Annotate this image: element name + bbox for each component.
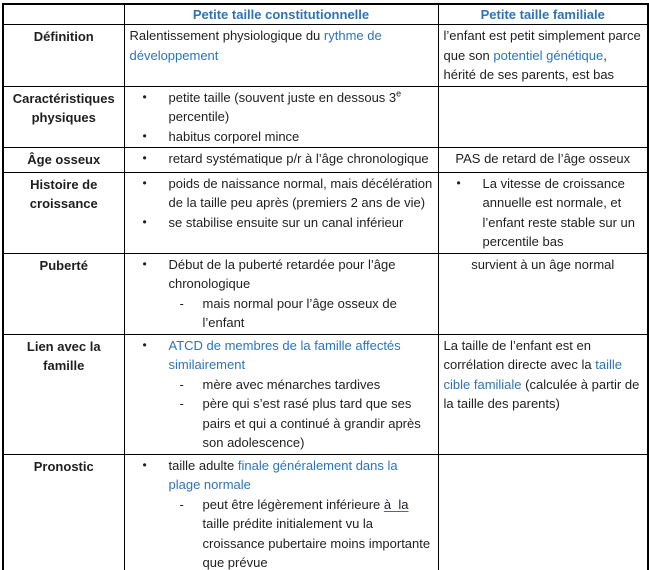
paragraph (444, 336, 643, 414)
dash-marker: - (179, 376, 184, 392)
text-segment: PAS de retard de l’âge osseux (455, 151, 631, 166)
text-segment: mais normal pour l’âge osseux de l’enfant (202, 295, 397, 330)
table-row (3, 86, 648, 148)
text-segment: peut être légèrement inférieure (202, 496, 384, 512)
constitutionnelle-cell (124, 25, 438, 87)
bullet-marker: • (456, 175, 461, 190)
list-item-text (169, 255, 433, 294)
text-segment: taille cible familiale (443, 357, 622, 392)
table-row (3, 253, 648, 334)
list-item-text (203, 294, 433, 333)
row-label-cell: Âge osseux (3, 148, 124, 173)
text-segment: habitus corporel mince (168, 128, 300, 144)
text-segment: mère avec ménarches tardives (202, 376, 381, 392)
list-item (444, 174, 643, 252)
text-segment: l’enfant est petit simplement parce que son (443, 28, 641, 63)
row-label-cell: Histoire de croissance (3, 172, 124, 253)
paragraph (444, 149, 643, 169)
bullet-marker: • (142, 128, 147, 143)
list-item (130, 149, 433, 169)
paragraph (444, 255, 643, 275)
familiale-cell (438, 253, 648, 334)
table-head (3, 4, 648, 25)
list-item-text (169, 213, 433, 233)
familiale-cell (438, 454, 648, 570)
header-empty-cell (3, 4, 124, 25)
familiale-cell (438, 148, 648, 173)
dash-marker: - (179, 295, 184, 311)
text-segment: père qui s’est rasé plus tard que ses pairs et qui a continué à grandir après son adolescence) (202, 396, 421, 450)
table-row (3, 454, 648, 570)
text-segment: ATCD de membres de la famille affectés similairement (168, 337, 401, 372)
list-item (130, 255, 433, 294)
list-item (130, 456, 433, 495)
familiale-cell (438, 172, 648, 253)
text-segment: potentiel génétique (493, 47, 604, 63)
table-row (3, 25, 648, 87)
constitutionnelle-cell (124, 86, 438, 148)
list-item-text (169, 456, 433, 495)
header-row (3, 4, 648, 25)
row-label-cell: Caractéristiques physiques (3, 86, 124, 148)
constitutionnelle-cell (124, 253, 438, 334)
bullet-marker: • (142, 175, 147, 190)
bullet-marker: • (142, 337, 147, 352)
text-segment: La taille de l’enfant est en corrélation directe avec la (443, 337, 596, 372)
list-item (130, 213, 433, 233)
text-segment: e (396, 88, 402, 99)
text-segment: se stabilise ensuite sur un canal inférieur (168, 214, 404, 230)
list-item-text (169, 336, 433, 375)
text-segment: petite taille (souvent juste en dessous 3 (168, 89, 397, 105)
header-constitutionnelle: Petite taille constitutionnelle (124, 4, 438, 25)
row-label-cell: Pronostic (3, 454, 124, 570)
list-item-text (169, 127, 433, 147)
bullet-marker: • (142, 256, 147, 271)
list-item-text (169, 88, 433, 127)
table-body (3, 25, 648, 570)
list-item (130, 375, 433, 395)
list-item-text (203, 495, 433, 570)
list-item-text (169, 174, 433, 213)
header-familiale: Petite taille familiale (438, 4, 648, 25)
text-segment: taille prédite initialement vu la croissance pubertaire moins importante que prévue (202, 516, 431, 570)
list-item-text (483, 174, 643, 252)
text-segment: percentile) (168, 109, 230, 124)
constitutionnelle-cell (124, 148, 438, 173)
list-item (130, 88, 433, 127)
table-row (3, 334, 648, 454)
text-segment: finale généralement dans la plage normale (168, 457, 398, 492)
list-item-text (203, 394, 433, 453)
familiale-cell (438, 334, 648, 454)
table-row (3, 148, 648, 173)
constitutionnelle-cell (124, 172, 438, 253)
constitutionnelle-cell (124, 334, 438, 454)
paragraph (130, 26, 433, 65)
row-label-cell: Définition (3, 25, 124, 87)
familiale-cell (438, 86, 648, 148)
list-item (130, 495, 433, 570)
text-segment: Début de la puberté retardée pour l’âge chronologique (168, 256, 396, 291)
text-segment: taille adulte (168, 457, 238, 473)
list-item-text (203, 375, 433, 395)
bullet-marker: • (142, 151, 147, 165)
text-segment: (calculée à partir de la taille des parents) (443, 376, 640, 411)
constitutionnelle-cell (124, 454, 438, 570)
bullet-marker: • (142, 457, 147, 472)
row-label-cell: Puberté (3, 253, 124, 334)
text-segment: à la (383, 496, 409, 512)
list-item (130, 174, 433, 213)
text-segment: poids de naissance normal, mais décélération de la taille peu après (premiers 2 ans de vie) (168, 175, 433, 210)
paragraph (444, 26, 643, 85)
table-row (3, 172, 648, 253)
text-segment: La vitesse de croissance annuelle est normale, et l’enfant reste stable sur un percentile bas (482, 175, 635, 249)
bullet-marker: • (142, 89, 147, 104)
dash-marker: - (179, 496, 184, 512)
text-segment: rythme de développement (129, 28, 382, 63)
text-segment: Ralentissement physiologique du (129, 28, 324, 43)
list-item (130, 336, 433, 375)
text-segment: , hérité de ses parents, est bas (443, 47, 615, 82)
list-item (130, 294, 433, 333)
bullet-marker: • (142, 214, 147, 229)
list-item (130, 394, 433, 453)
comparison-table (2, 3, 649, 570)
list-item (130, 127, 433, 147)
list-item-text (169, 149, 433, 169)
row-label-cell: Lien avec la famille (3, 334, 124, 454)
text-segment: survient à un âge normal (471, 256, 615, 272)
text-segment: retard systématique p/r à l’âge chronologique (168, 151, 429, 166)
dash-marker: - (179, 396, 184, 411)
familiale-cell (438, 25, 648, 87)
